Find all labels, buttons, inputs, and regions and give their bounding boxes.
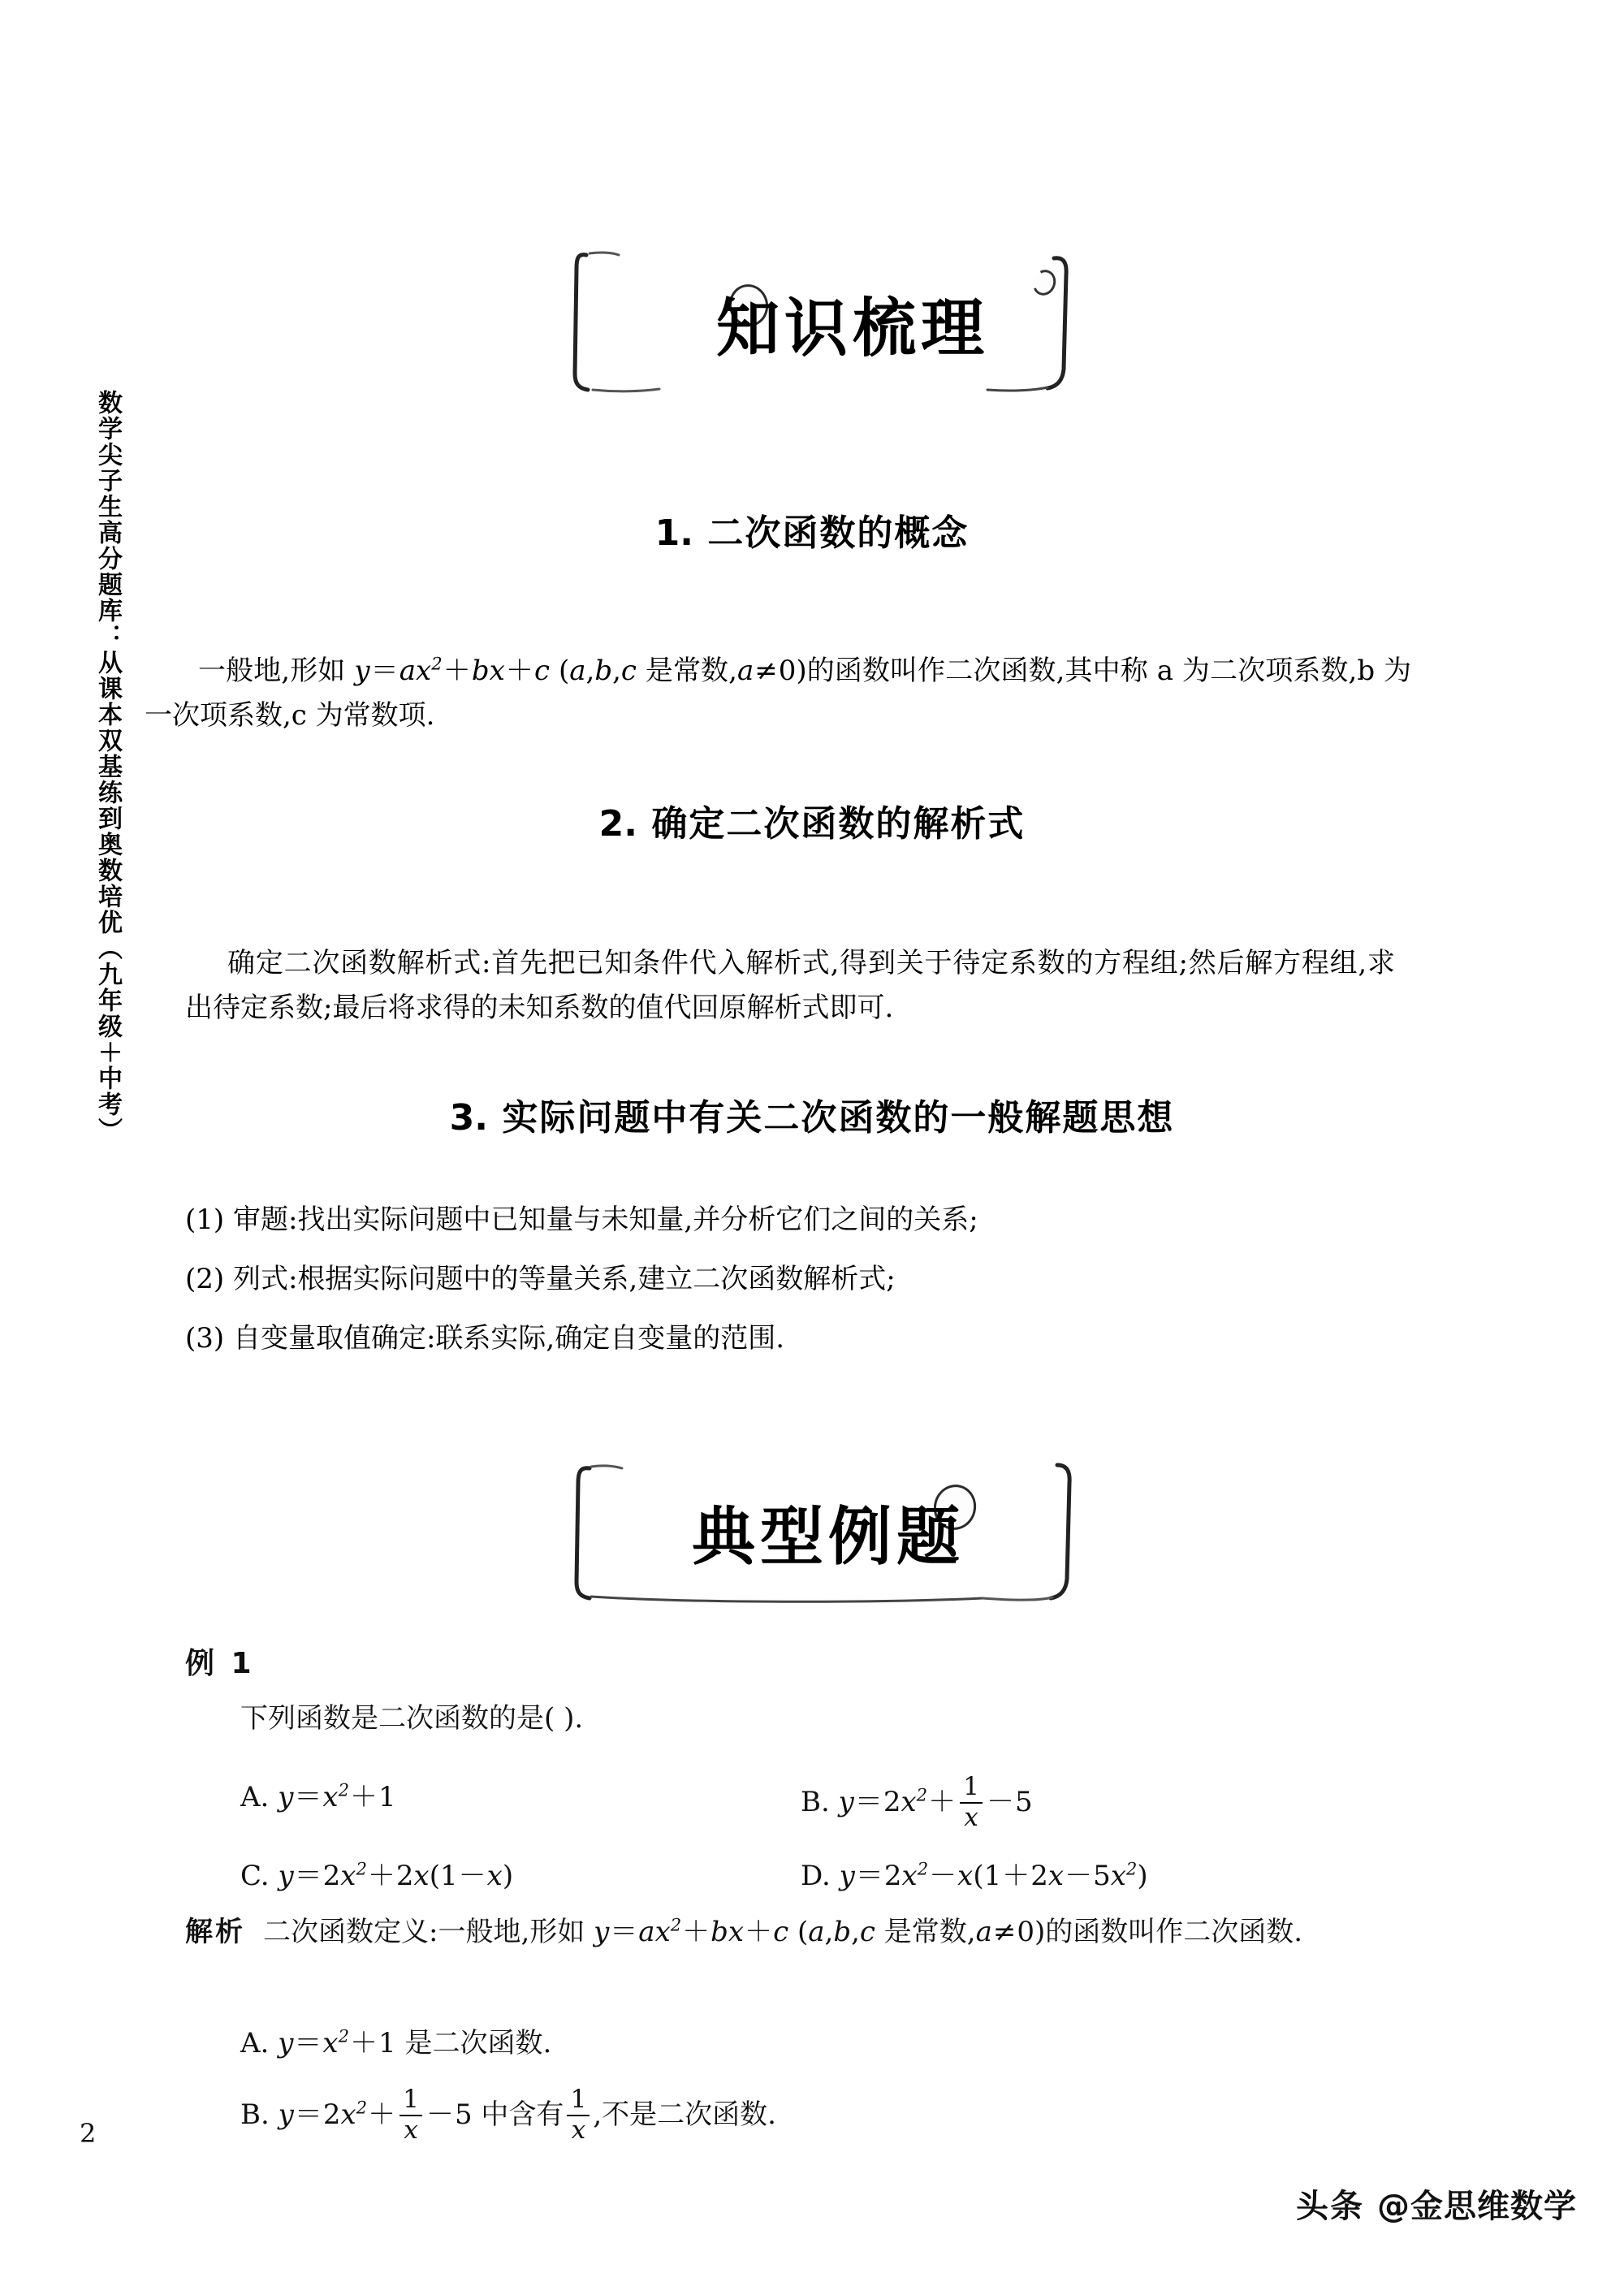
example-stem: 下列函数是二次函数的是( ). [240,1702,584,1735]
side-running-title: 数学尖子生高分题库：从课本双基练到奥数培优（九年级＋中考） [93,390,122,1143]
choice-d[interactable]: D. $y=2x^2-x(1+2x-5x^2)$ [801,1858,1148,1892]
choice-a[interactable]: A. $y=x^2+1$ [240,1779,396,1813]
solution-intro-middle: ( [788,1916,809,1948]
list-item: (1) 审题:找出实际问题中已知量与未知量,并分析它们之间的关系; [185,1204,978,1236]
watermark [1296,2180,1577,2227]
section-2-number: 2. [598,803,637,845]
section-1-body-tail: )的函数叫作二次函数,其中称 a 为二次项系数,b 为一次项系数,c 为常数项. [145,655,1412,733]
section-1-body-suffix: 是常数, [636,655,737,687]
solution-intro-tail: )的函数叫作二次函数. [1034,1916,1303,1948]
section-3-title: 实际问题中有关二次函数的一般解题思想 [502,1097,1175,1139]
choice-d-key: D. [801,1860,831,1892]
choice-c-key: C. [240,1860,270,1892]
banner-typical-examples [528,1444,1112,1619]
watermark-handle: @金思维数学 [1377,2188,1577,2225]
formula-y: y [354,655,370,687]
list-item: (3) 自变量取值确定:联系实际,确定自变量的范围. [185,1322,785,1355]
page-number: 2 [80,2118,97,2149]
choice-b-key: B. [801,1786,830,1819]
solution-line-a-key: A. [240,2027,270,2059]
solution-line-b-comment-mid: 中含有 [472,2098,564,2132]
banner-title: 典型例题 [691,1500,965,1574]
section-3-number: 3. [449,1097,488,1139]
formula-ax2: $ax^2$ [399,653,443,687]
section-3-heading [0,1088,1624,1140]
section-2-title: 确定二次函数的解析式 [651,803,1026,845]
example-label: 例 1 [185,1647,255,1680]
banner-knowledge-review [528,236,1112,410]
section-2-heading [0,794,1624,846]
watermark-logo: 头条 [1296,2188,1364,2225]
section-1-number: 1. [654,512,693,554]
section-1-title: 二次函数的概念 [707,512,970,554]
solution-paragraph: 解析 二次函数定义:一般地,形如 $y=ax^2+bx+c$ (a,b,c 是常数,a≠0)的函数叫作二次函数. [185,1914,1303,1948]
banner-title: 知识梳理 [715,292,989,365]
solution-line-a-comment: 是二次函数. [395,2027,552,2059]
choice-row [240,1774,1410,1831]
choice-b[interactable]: B. $y=2x^2+$ $\frac{1}{x}$ －5 [801,1772,1033,1832]
choice-c[interactable]: C. $y=2x^2+2x(1-x)$ [240,1858,514,1892]
solution-line-b-key: B. [240,2098,270,2132]
section-3-list [185,1198,1403,1376]
choice-row [240,1853,1410,1893]
solution-line-a: A. $y=x^2+1$ 是二次函数. [240,2025,552,2059]
solution-line-b: B. $y=2x^2+$ $\frac{1}{x}$ －5 中含有 $\frac{1}{x}$ ,不是二次函数. [240,2085,776,2145]
solution-intro-suffix: 是常数, [875,1916,976,1948]
section-1-body: 一般地,形如 $y=ax^2+bx+c$ (a,b,c 是常数,a≠0)的函数叫作二次函数,其中称 a 为二次项系数,b 为一次项系数,c 为常数项. [145,653,1412,733]
section-1-body-prefix: 一般地,形如 [198,655,355,687]
choice-a-key: A. [240,1781,270,1813]
solution-line-b-comment-end: ,不是二次函数. [593,2098,776,2132]
section-1-heading [0,504,1624,555]
list-item: (2) 列式:根据实际问题中的等量关系,建立二次函数解析式; [185,1263,896,1296]
solution-intro-prefix: 二次函数定义:一般地,形如 [263,1916,594,1948]
solution-tag: 解析 [185,1916,245,1948]
section-1-body-middle: ( [550,655,570,687]
section-2-body: 确定二次函数解析式:首先把已知条件代入解析式,得到关于待定系数的方程组;然后解方程组,求出待定系数;最后将求得的未知系数的值代回原解析式即可. [185,947,1395,1025]
